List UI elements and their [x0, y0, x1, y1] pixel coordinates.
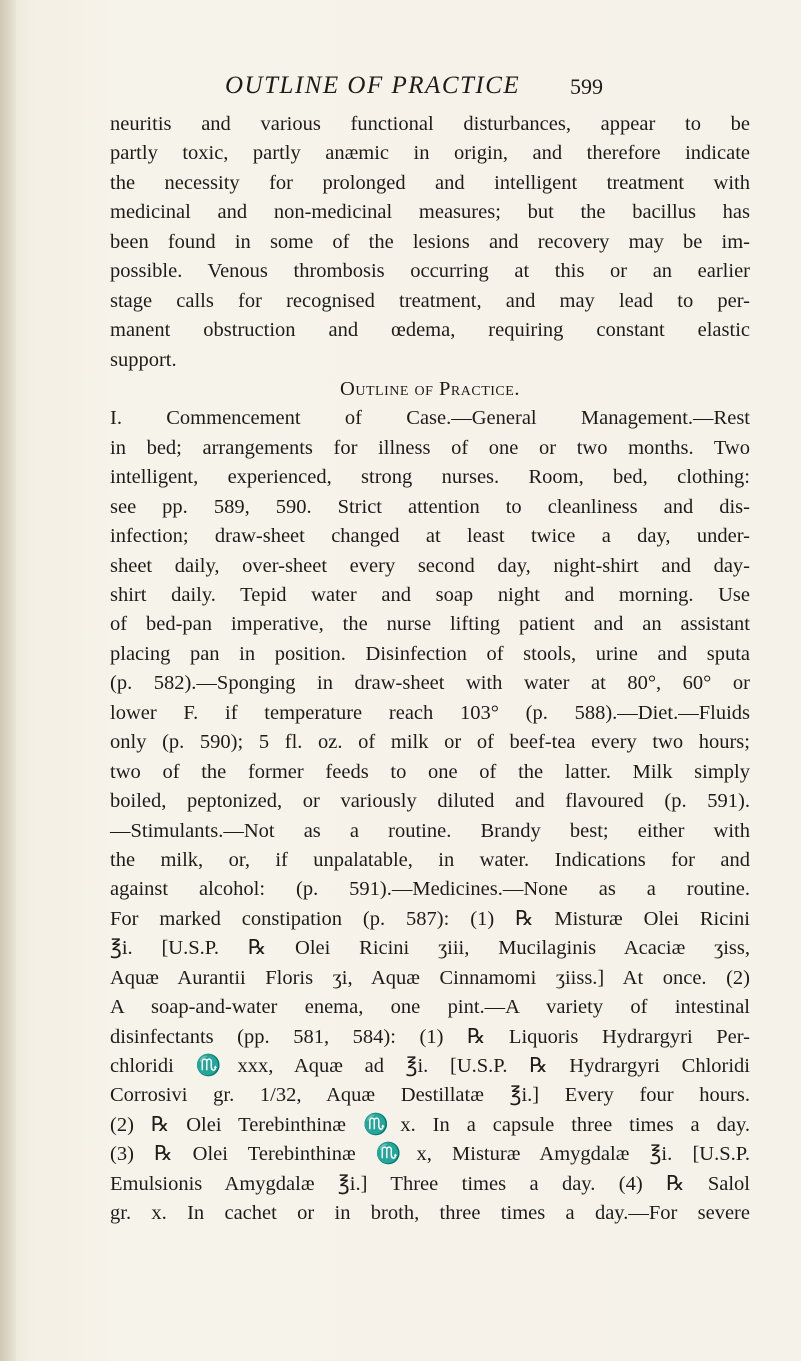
text-line: the necessity for prolonged and intelligent treatment with: [110, 171, 750, 194]
section-heading: Outline of Practice.: [340, 377, 520, 400]
text-line: intelligent, experienced, strong nurses. Room, bed, clothing:: [110, 466, 750, 489]
text-line: (2) ℞ Olei Terebinthinæ ♏x. In a capsule three times a day.: [110, 1113, 750, 1136]
text-line: gr. x. In cachet or in broth, three times a day.—For severe: [110, 1202, 750, 1225]
text-line: against alcohol: (p. 591).—Medicines.—None as a routine.: [110, 878, 750, 901]
text-line: disinfectants (pp. 581, 584): (1) ℞ Liquoris Hydrargyri Per-: [110, 1025, 750, 1048]
text-line: only (p. 590); 5 fl. oz. of milk or of beef-tea every two hours;: [110, 731, 750, 754]
text-line: placing pan in position. Disinfection of stools, urine and sputa: [110, 642, 750, 665]
text-line: Emulsionis Amygdalæ ℥i.] Three times a day. (4) ℞ Salol: [110, 1172, 750, 1195]
text-line: I. Commencement of Case.—General Management.—Rest: [110, 407, 750, 430]
text-line: ℥i. [U.S.P. ℞ Olei Ricini ʒiii, Mucilaginis Acaciæ ʒiss,: [110, 937, 750, 960]
text-line: of bed-pan imperative, the nurse lifting patient and an assistant: [110, 613, 750, 636]
text-line: possible. Venous thrombosis occurring at this or an earlier: [110, 260, 750, 283]
text-line: Corrosivi gr. 1/32, Aquæ Destillatæ ℥i.] Every four hours.: [110, 1084, 750, 1107]
text-line: shirt daily. Tepid water and soap night and morning. Use: [110, 584, 750, 606]
text-line: chloridi ♏xxx, Aquæ ad ℥i. [U.S.P. ℞ Hydrargyri Chloridi: [110, 1055, 750, 1077]
text-line: stage calls for recognised treatment, and may lead to per-: [110, 289, 750, 312]
text-line: been found in some of the lesions and recovery may be im-: [110, 230, 750, 253]
text-line: Aquæ Aurantii Floris ʒi, Aquæ Cinnamomi ʒiiss.] At once. (2): [110, 966, 750, 989]
text-line: sheet daily, over-sheet every second day, night-shirt and day-: [110, 554, 750, 577]
text-line: see pp. 589, 590. Strict attention to cleanliness and dis-: [110, 495, 750, 518]
text-line: (p. 582).—Sponging in draw-sheet with water at 80°, 60° or: [110, 672, 750, 695]
page-binding-edge: [0, 0, 16, 1361]
text-line: neuritis and various functional disturbances, appear to be: [110, 113, 750, 135]
text-line: infection; draw-sheet changed at least twice a day, under-: [110, 525, 750, 548]
text-line: support.: [110, 348, 177, 371]
text-line: boiled, peptonized, or variously diluted and flavoured (p. 591).: [110, 790, 750, 813]
running-title: OUTLINE OF PRACTICE: [225, 72, 521, 99]
page-number: 599: [570, 74, 603, 99]
page-header: [0, 72, 801, 106]
text-line: medicinal and non-medicinal measures; but the bacillus has: [110, 201, 750, 224]
text-line: the milk, or, if unpalatable, in water. Indications for and: [110, 848, 750, 871]
text-line: manent obstruction and œdema, requiring constant elastic: [110, 319, 750, 342]
text-line: —Stimulants.—Not as a routine. Brandy best; either with: [110, 819, 750, 842]
body-text: [110, 110, 750, 1229]
text-line: (3) ℞ Olei Terebinthinæ ♏x, Misturæ Amygdalæ ℥i. [U.S.P.: [110, 1143, 750, 1166]
text-line: A soap-and-water enema, one pint.—A variety of intestinal: [110, 996, 750, 1019]
text-line: partly toxic, partly anæmic in origin, and therefore indicate: [110, 142, 750, 165]
text-line: in bed; arrangements for illness of one or two months. Two: [110, 436, 750, 459]
text-line: two of the former feeds to one of the latter. Milk simply: [110, 760, 750, 783]
text-line: For marked constipation (p. 587): (1) ℞ Misturæ Olei Ricini: [110, 907, 750, 930]
text-line: lower F. if temperature reach 103° (p. 588).—Diet.—Fluids: [110, 701, 750, 724]
